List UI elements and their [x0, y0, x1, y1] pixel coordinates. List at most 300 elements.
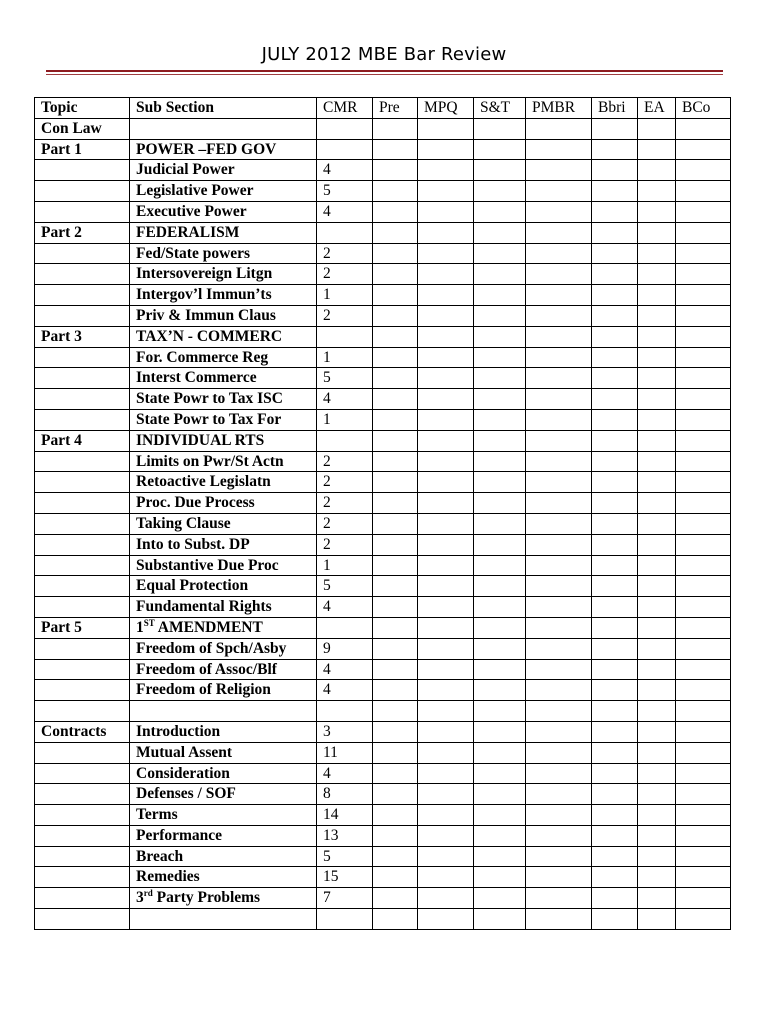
mpq-cell	[418, 201, 474, 222]
ea-cell	[638, 784, 676, 805]
bco-cell	[676, 784, 731, 805]
table-row	[35, 742, 731, 763]
sub-section-cell: TAX’N - COMMERC	[130, 326, 317, 347]
cmr-cell: 4	[317, 659, 373, 680]
cmr-cell: 3	[317, 721, 373, 742]
pmbr-cell	[526, 742, 592, 763]
sub-section-cell: Intergov’l Immun’ts	[130, 285, 317, 306]
review-table	[34, 97, 731, 930]
table-row	[35, 243, 731, 264]
bbri-cell	[592, 680, 638, 701]
st-cell	[474, 784, 526, 805]
bbri-cell	[592, 721, 638, 742]
table-row	[35, 617, 731, 638]
header-cmr: CMR	[317, 98, 373, 119]
ea-cell	[638, 472, 676, 493]
sub-section-cell: Into to Subst. DP	[130, 534, 317, 555]
pre-cell	[373, 701, 418, 722]
table-row	[35, 701, 731, 722]
sub-section-cell: Legislative Power	[130, 181, 317, 202]
topic-cell: Part 4	[35, 430, 130, 451]
cmr-cell: 5	[317, 846, 373, 867]
pmbr-cell	[526, 389, 592, 410]
st-cell	[474, 347, 526, 368]
pre-cell	[373, 617, 418, 638]
pre-cell	[373, 534, 418, 555]
pmbr-cell	[526, 534, 592, 555]
pmbr-cell	[526, 576, 592, 597]
sub-section-cell: Equal Protection	[130, 576, 317, 597]
cmr-cell: 2	[317, 513, 373, 534]
sub-section-cell: Performance	[130, 825, 317, 846]
bco-cell	[676, 326, 731, 347]
st-cell	[474, 430, 526, 451]
pmbr-cell	[526, 451, 592, 472]
header-pmbr: PMBR	[526, 98, 592, 119]
cmr-cell: 1	[317, 555, 373, 576]
pre-cell	[373, 805, 418, 826]
bco-cell	[676, 243, 731, 264]
st-cell	[474, 368, 526, 389]
bco-cell	[676, 867, 731, 888]
mpq-cell	[418, 347, 474, 368]
cmr-cell: 9	[317, 638, 373, 659]
pmbr-cell	[526, 409, 592, 430]
sub-section-cell: POWER –FED GOV	[130, 139, 317, 160]
bco-cell	[676, 721, 731, 742]
ea-cell	[638, 389, 676, 410]
cmr-cell: 4	[317, 201, 373, 222]
st-cell	[474, 763, 526, 784]
pre-cell	[373, 347, 418, 368]
topic-cell	[35, 389, 130, 410]
mpq-cell	[418, 867, 474, 888]
bco-cell	[676, 285, 731, 306]
topic-cell	[35, 513, 130, 534]
ea-cell	[638, 534, 676, 555]
sub-section-cell: Judicial Power	[130, 160, 317, 181]
pmbr-cell	[526, 285, 592, 306]
cmr-cell: 11	[317, 742, 373, 763]
ordinal-superscript: rd	[143, 888, 153, 899]
bbri-cell	[592, 534, 638, 555]
bco-cell	[676, 201, 731, 222]
ea-cell	[638, 555, 676, 576]
mpq-cell	[418, 617, 474, 638]
mpq-cell	[418, 118, 474, 139]
header-bbri: Bbri	[592, 98, 638, 119]
cmr-cell: 8	[317, 784, 373, 805]
cmr-cell: 14	[317, 805, 373, 826]
pmbr-cell	[526, 430, 592, 451]
bco-cell	[676, 534, 731, 555]
cmr-cell: 2	[317, 472, 373, 493]
sub-section-cell: Proc. Due Process	[130, 493, 317, 514]
header-pre: Pre	[373, 98, 418, 119]
table-row	[35, 389, 731, 410]
bbri-cell	[592, 617, 638, 638]
pmbr-cell	[526, 513, 592, 534]
sub-section-cell: Freedom of Spch/Asby	[130, 638, 317, 659]
st-cell	[474, 222, 526, 243]
st-cell	[474, 389, 526, 410]
mpq-cell	[418, 846, 474, 867]
ea-cell	[638, 763, 676, 784]
sub-section-text: 3	[136, 889, 144, 907]
topic-cell	[35, 181, 130, 202]
cmr-cell: 4	[317, 160, 373, 181]
pmbr-cell	[526, 118, 592, 139]
pmbr-cell	[526, 825, 592, 846]
pmbr-cell	[526, 888, 592, 909]
topic-cell	[35, 659, 130, 680]
mpq-cell	[418, 409, 474, 430]
st-cell	[474, 409, 526, 430]
cmr-cell: 4	[317, 389, 373, 410]
table-row	[35, 305, 731, 326]
pre-cell	[373, 555, 418, 576]
st-cell	[474, 659, 526, 680]
ea-cell	[638, 493, 676, 514]
mpq-cell	[418, 825, 474, 846]
table-row	[35, 597, 731, 618]
ea-cell	[638, 867, 676, 888]
sub-section-cell: Freedom of Religion	[130, 680, 317, 701]
sub-section-cell: Breach	[130, 846, 317, 867]
topic-cell	[35, 472, 130, 493]
mpq-cell	[418, 472, 474, 493]
bbri-cell	[592, 160, 638, 181]
bco-cell	[676, 825, 731, 846]
bbri-cell	[592, 493, 638, 514]
table-row	[35, 846, 731, 867]
topic-cell	[35, 867, 130, 888]
pmbr-cell	[526, 201, 592, 222]
ea-cell	[638, 264, 676, 285]
mpq-cell	[418, 742, 474, 763]
pmbr-cell	[526, 368, 592, 389]
topic-cell	[35, 285, 130, 306]
cmr-cell: 13	[317, 825, 373, 846]
sub-section-cell: Freedom of Assoc/Blf	[130, 659, 317, 680]
bbri-cell	[592, 825, 638, 846]
mpq-cell	[418, 721, 474, 742]
st-cell	[474, 493, 526, 514]
sub-section-cell: State Powr to Tax ISC	[130, 389, 317, 410]
ea-cell	[638, 181, 676, 202]
table-row	[35, 659, 731, 680]
mpq-cell	[418, 680, 474, 701]
cmr-cell: 2	[317, 243, 373, 264]
topic-cell: Part 3	[35, 326, 130, 347]
bbri-cell	[592, 555, 638, 576]
table-header-row	[35, 98, 731, 119]
bbri-cell	[592, 472, 638, 493]
cmr-cell: 1	[317, 285, 373, 306]
ea-cell	[638, 409, 676, 430]
sub-section-cell: Remedies	[130, 867, 317, 888]
bco-cell	[676, 347, 731, 368]
mpq-cell	[418, 888, 474, 909]
bbri-cell	[592, 430, 638, 451]
bco-cell	[676, 139, 731, 160]
document-title: JULY 2012 MBE Bar Review	[261, 44, 507, 65]
mpq-cell	[418, 909, 474, 930]
pmbr-cell	[526, 160, 592, 181]
ea-cell	[638, 617, 676, 638]
bco-cell	[676, 409, 731, 430]
pre-cell	[373, 181, 418, 202]
table-row	[35, 909, 731, 930]
pmbr-cell	[526, 222, 592, 243]
mpq-cell	[418, 534, 474, 555]
pmbr-cell	[526, 784, 592, 805]
bbri-cell	[592, 597, 638, 618]
bbri-cell	[592, 867, 638, 888]
header-topic: Topic	[35, 98, 130, 119]
pre-cell	[373, 659, 418, 680]
topic-cell	[35, 846, 130, 867]
topic-cell	[35, 742, 130, 763]
pmbr-cell	[526, 721, 592, 742]
table-row	[35, 555, 731, 576]
st-cell	[474, 555, 526, 576]
topic-cell	[35, 680, 130, 701]
bco-cell	[676, 763, 731, 784]
pmbr-cell	[526, 597, 592, 618]
st-cell	[474, 638, 526, 659]
st-cell	[474, 181, 526, 202]
pre-cell	[373, 888, 418, 909]
pre-cell	[373, 742, 418, 763]
pre-cell	[373, 867, 418, 888]
header-bco: BCo	[676, 98, 731, 119]
st-cell	[474, 597, 526, 618]
pmbr-cell	[526, 763, 592, 784]
topic-cell	[35, 763, 130, 784]
pmbr-cell	[526, 472, 592, 493]
pre-cell	[373, 222, 418, 243]
pre-cell	[373, 721, 418, 742]
bbri-cell	[592, 888, 638, 909]
bco-cell	[676, 701, 731, 722]
topic-cell	[35, 784, 130, 805]
st-cell	[474, 846, 526, 867]
pmbr-cell	[526, 617, 592, 638]
sub-section-cell: INDIVIDUAL RTS	[130, 430, 317, 451]
ea-cell	[638, 430, 676, 451]
topic-cell	[35, 597, 130, 618]
pre-cell	[373, 472, 418, 493]
sub-section-cell	[130, 888, 317, 909]
header-mpq: MPQ	[418, 98, 474, 119]
bco-cell	[676, 638, 731, 659]
pre-cell	[373, 576, 418, 597]
ea-cell	[638, 451, 676, 472]
bbri-cell	[592, 784, 638, 805]
st-cell	[474, 534, 526, 555]
bco-cell	[676, 513, 731, 534]
bco-cell	[676, 118, 731, 139]
pre-cell	[373, 305, 418, 326]
sub-section-text-rest: AMENDMENT	[154, 618, 263, 636]
mpq-cell	[418, 805, 474, 826]
table-row	[35, 888, 731, 909]
table-row	[35, 430, 731, 451]
pmbr-cell	[526, 326, 592, 347]
table-row	[35, 409, 731, 430]
mpq-cell	[418, 763, 474, 784]
cmr-cell	[317, 701, 373, 722]
bbri-cell	[592, 347, 638, 368]
pmbr-cell	[526, 909, 592, 930]
pre-cell	[373, 201, 418, 222]
sub-section-cell: Executive Power	[130, 201, 317, 222]
sub-section-cell: Taking Clause	[130, 513, 317, 534]
mpq-cell	[418, 555, 474, 576]
bco-cell	[676, 472, 731, 493]
topic-cell	[35, 555, 130, 576]
bco-cell	[676, 805, 731, 826]
sub-section-cell: Retoactive Legislatn	[130, 472, 317, 493]
pre-cell	[373, 118, 418, 139]
sub-section-cell: Priv & Immun Claus	[130, 305, 317, 326]
table-row	[35, 513, 731, 534]
topic-cell	[35, 576, 130, 597]
bco-cell	[676, 368, 731, 389]
bbri-cell	[592, 701, 638, 722]
mpq-cell	[418, 160, 474, 181]
pre-cell	[373, 430, 418, 451]
title-underline-rule-thin	[46, 74, 723, 75]
pmbr-cell	[526, 347, 592, 368]
bco-cell	[676, 617, 731, 638]
table-row	[35, 201, 731, 222]
cmr-cell	[317, 617, 373, 638]
ea-cell	[638, 160, 676, 181]
mpq-cell	[418, 389, 474, 410]
bbri-cell	[592, 638, 638, 659]
bco-cell	[676, 493, 731, 514]
bbri-cell	[592, 513, 638, 534]
mpq-cell	[418, 243, 474, 264]
cmr-cell: 2	[317, 451, 373, 472]
pmbr-cell	[526, 555, 592, 576]
ea-cell	[638, 368, 676, 389]
topic-cell	[35, 368, 130, 389]
bbri-cell	[592, 909, 638, 930]
sub-section-cell: Substantive Due Proc	[130, 555, 317, 576]
table-row	[35, 576, 731, 597]
topic-cell	[35, 409, 130, 430]
table-row	[35, 368, 731, 389]
st-cell	[474, 617, 526, 638]
st-cell	[474, 472, 526, 493]
pre-cell	[373, 493, 418, 514]
table-row	[35, 638, 731, 659]
pre-cell	[373, 243, 418, 264]
pre-cell	[373, 597, 418, 618]
sub-section-cell: Fundamental Rights	[130, 597, 317, 618]
bco-cell	[676, 846, 731, 867]
topic-cell: Contracts	[35, 721, 130, 742]
bco-cell	[676, 742, 731, 763]
pmbr-cell	[526, 305, 592, 326]
ordinal-superscript: ST	[143, 617, 155, 628]
ea-cell	[638, 201, 676, 222]
sub-section-text: 1	[136, 618, 144, 636]
topic-cell	[35, 825, 130, 846]
table-body	[35, 118, 731, 929]
st-cell	[474, 264, 526, 285]
pmbr-cell	[526, 680, 592, 701]
topic-cell: Part 2	[35, 222, 130, 243]
pmbr-cell	[526, 805, 592, 826]
sub-section-cell: FEDERALISM	[130, 222, 317, 243]
bbri-cell	[592, 264, 638, 285]
bco-cell	[676, 555, 731, 576]
ea-cell	[638, 222, 676, 243]
topic-cell	[35, 347, 130, 368]
topic-cell	[35, 638, 130, 659]
pre-cell	[373, 451, 418, 472]
ea-cell	[638, 118, 676, 139]
bbri-cell	[592, 222, 638, 243]
pmbr-cell	[526, 867, 592, 888]
pre-cell	[373, 909, 418, 930]
bco-cell	[676, 597, 731, 618]
bbri-cell	[592, 368, 638, 389]
bco-cell	[676, 305, 731, 326]
st-cell	[474, 139, 526, 160]
table-row	[35, 867, 731, 888]
ea-cell	[638, 326, 676, 347]
ea-cell	[638, 825, 676, 846]
pmbr-cell	[526, 181, 592, 202]
sub-section-cell: Limits on Pwr/St Actn	[130, 451, 317, 472]
title-underline-rule	[46, 70, 723, 72]
ea-cell	[638, 305, 676, 326]
pre-cell	[373, 326, 418, 347]
st-cell	[474, 243, 526, 264]
table-row	[35, 326, 731, 347]
header-ea: EA	[638, 98, 676, 119]
bco-cell	[676, 160, 731, 181]
sub-section-cell	[130, 617, 317, 638]
table-row	[35, 680, 731, 701]
header-sub-section: Sub Section	[130, 98, 317, 119]
cmr-cell: 2	[317, 534, 373, 555]
cmr-cell: 2	[317, 493, 373, 514]
cmr-cell: 2	[317, 264, 373, 285]
st-cell	[474, 721, 526, 742]
pmbr-cell	[526, 638, 592, 659]
cmr-cell: 1	[317, 409, 373, 430]
pre-cell	[373, 763, 418, 784]
cmr-cell: 4	[317, 597, 373, 618]
sub-section-cell: Defenses / SOF	[130, 784, 317, 805]
mpq-cell	[418, 784, 474, 805]
st-cell	[474, 513, 526, 534]
pmbr-cell	[526, 264, 592, 285]
bbri-cell	[592, 305, 638, 326]
table-row	[35, 451, 731, 472]
table-row	[35, 264, 731, 285]
st-cell	[474, 160, 526, 181]
ea-cell	[638, 846, 676, 867]
pre-cell	[373, 825, 418, 846]
topic-cell: Part 1	[35, 139, 130, 160]
